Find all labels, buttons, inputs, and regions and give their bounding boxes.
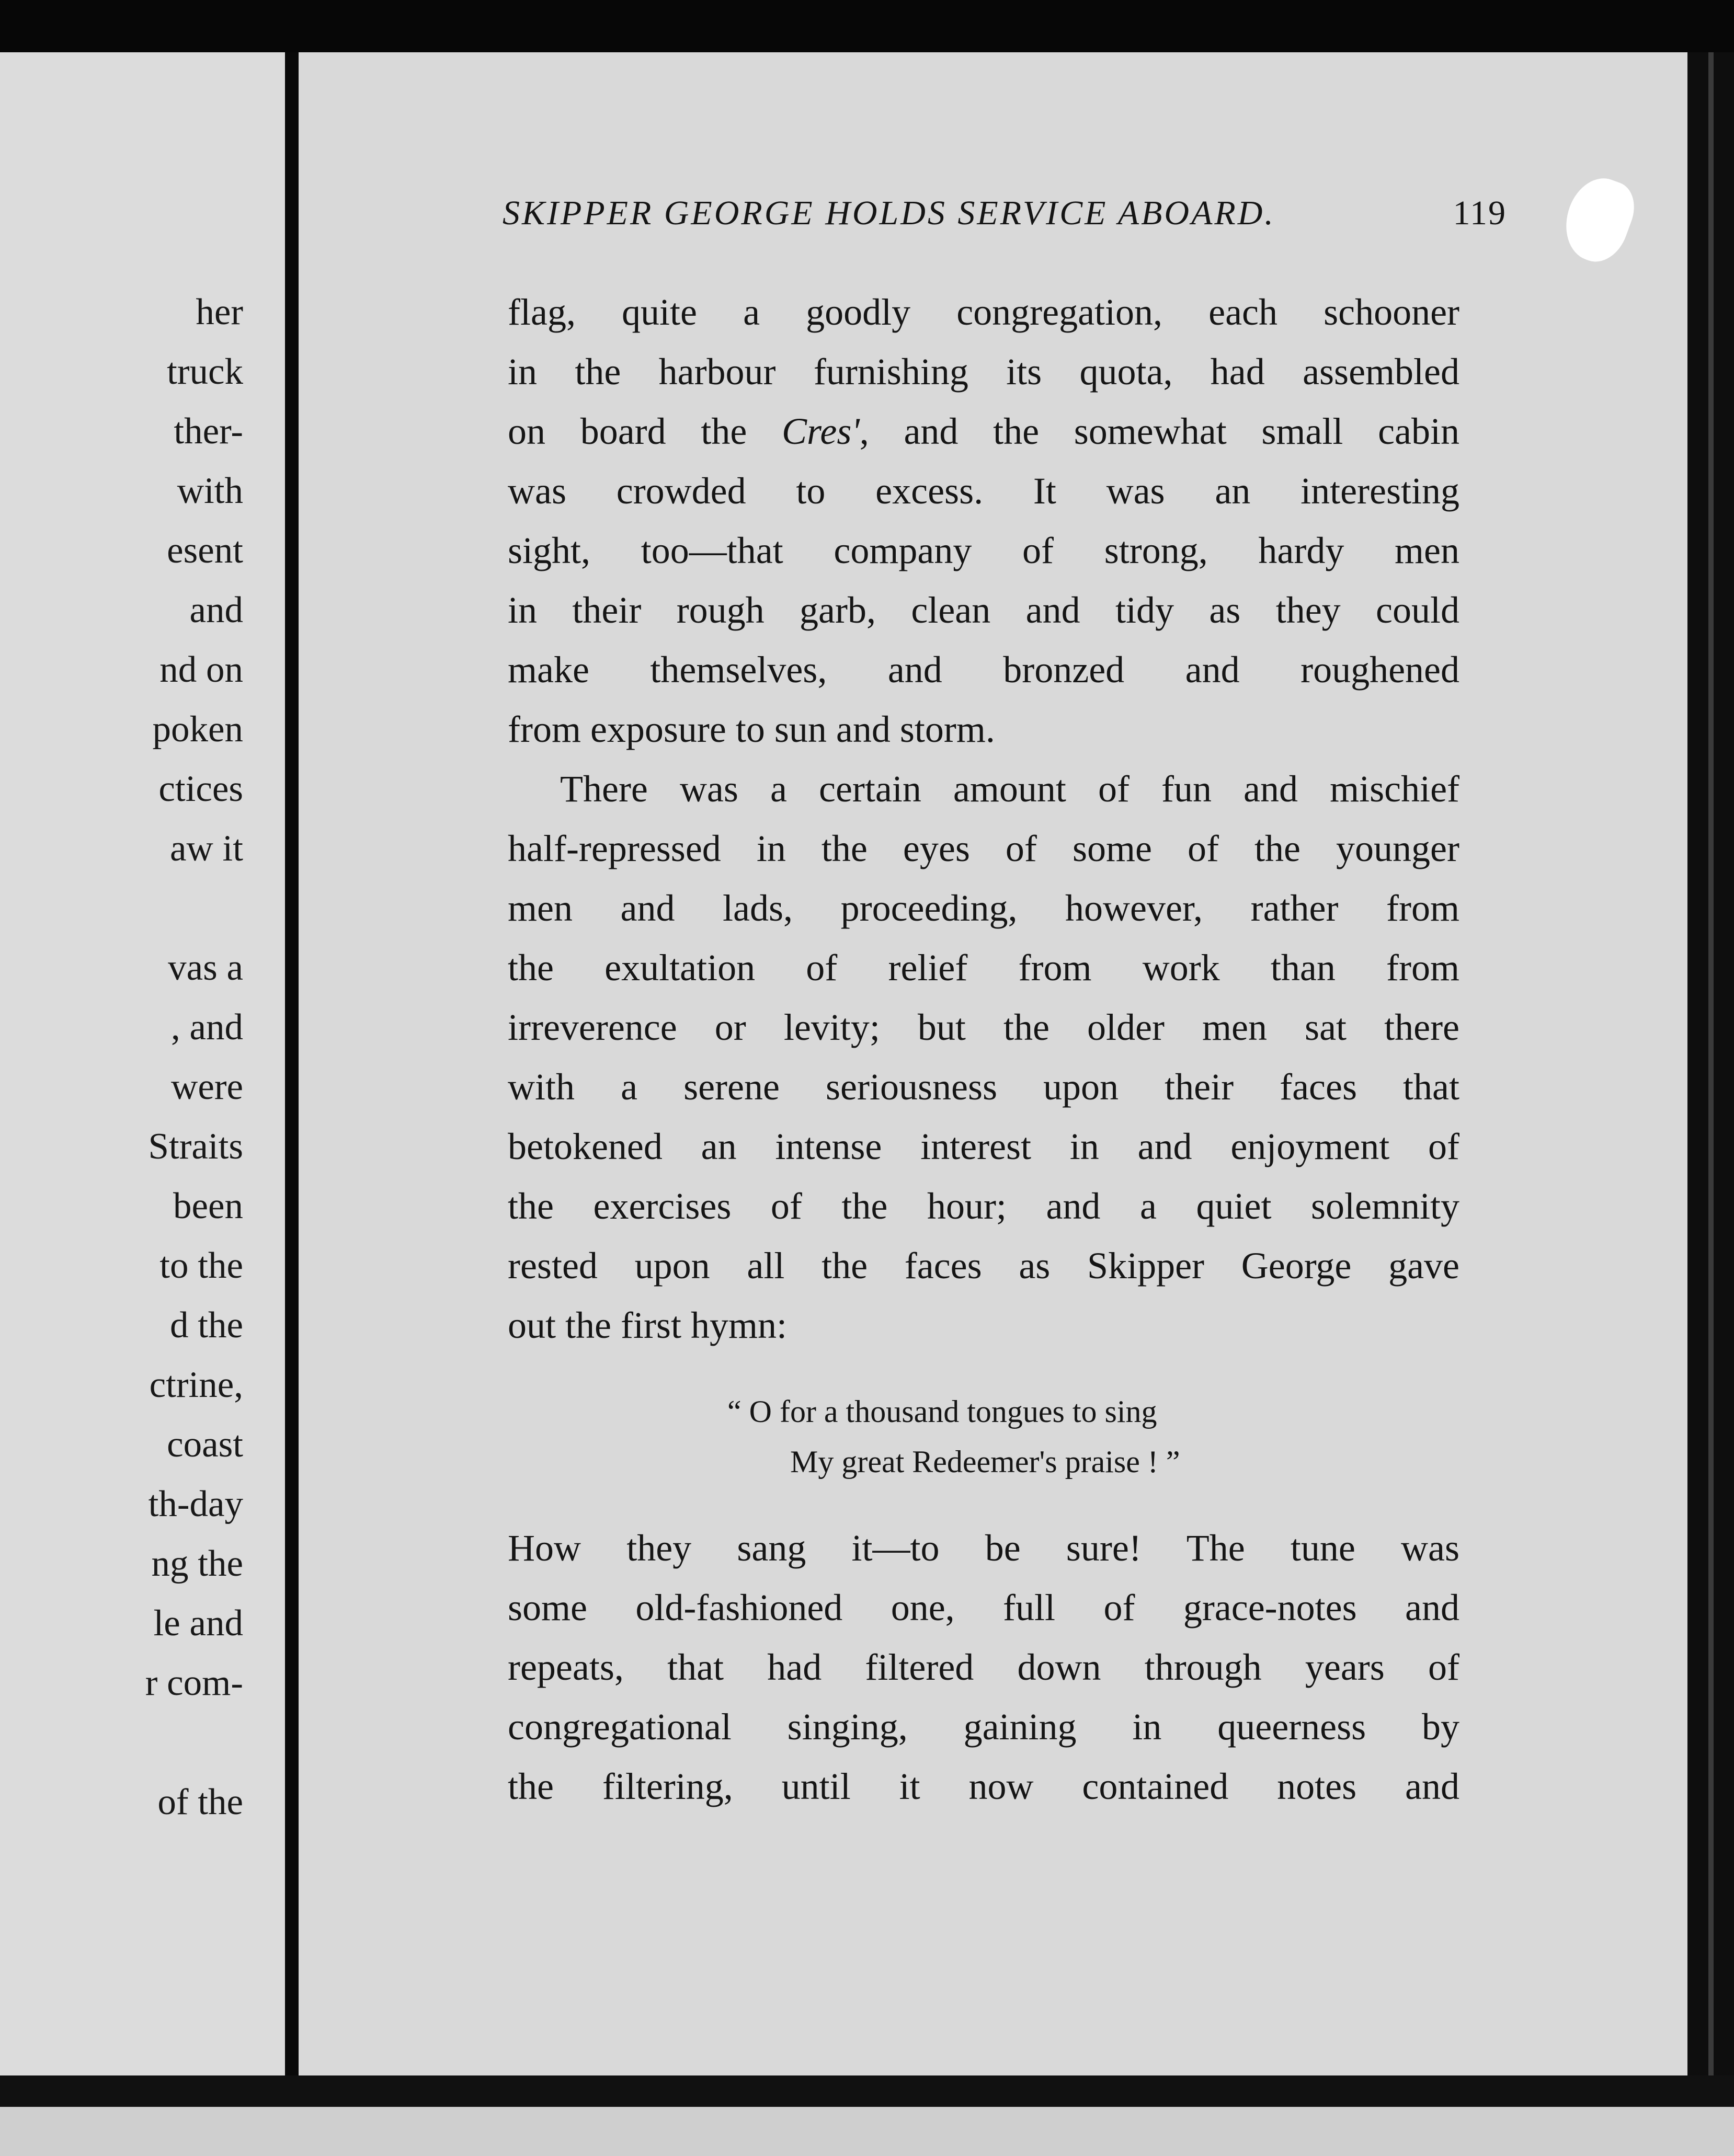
paragraph-3-line: repeats, that had filtered down through years of xyxy=(508,1646,1459,1688)
text-fragment: nd on xyxy=(159,649,243,690)
text-fragment: aw it xyxy=(170,828,243,869)
text-fragment: vas a xyxy=(168,947,243,988)
paragraph-2-line: irreverence or levity; but the older men sat there xyxy=(508,1006,1459,1048)
paragraph-3-line: the filtering, until it now contained notes and xyxy=(508,1765,1459,1807)
right-page xyxy=(299,52,1687,2075)
scan-bottom-strip xyxy=(0,2107,1734,2156)
text-fragment: been xyxy=(173,1186,243,1226)
paragraph-1-line: in the harbour furnishing its quota, had assembled xyxy=(508,351,1459,393)
hymn-quotation xyxy=(727,1386,1459,1487)
scan-edge-line xyxy=(1708,52,1714,2075)
text-fragment: ther- xyxy=(174,411,243,452)
ship-name-italic: Cres' xyxy=(782,410,860,452)
scan-right-border xyxy=(1687,52,1734,2075)
left-page xyxy=(0,52,285,2075)
running-head xyxy=(503,193,1507,233)
text-fragment: ctrine, xyxy=(149,1364,243,1405)
paragraph-2-line: the exercises of the hour; and a quiet solemnity xyxy=(508,1185,1459,1227)
text-fragment: d the xyxy=(170,1305,243,1346)
line-text: on board the xyxy=(508,410,782,452)
paragraph-3-line: How they sang it—to be sure! The tune was xyxy=(508,1527,1459,1569)
scan-top-border xyxy=(0,0,1734,52)
paragraph-2-line: betokened an intense interest in and enjoyment of xyxy=(508,1126,1459,1167)
paragraph-2-line: the exultation of relief from work than from xyxy=(508,947,1459,989)
hymn-line: “ O for a thousand tongues to sing xyxy=(727,1394,1157,1429)
book-gutter xyxy=(285,52,299,2075)
text-fragment: ctices xyxy=(158,769,243,809)
paragraph-2-line: out the first hymn: xyxy=(508,1304,787,1346)
paragraph-3-line: congregational singing, gaining in queerness by xyxy=(508,1706,1459,1748)
text-fragment: esent xyxy=(167,530,243,571)
text-fragment: of the xyxy=(157,1782,243,1822)
paragraph-3-line: some old-fashioned one, full of grace-notes and xyxy=(508,1587,1459,1629)
paragraph-1-line: flag, quite a goodly congregation, each schooner xyxy=(508,291,1459,333)
text-fragment: with xyxy=(177,471,243,511)
hymn-line: My great Redeemer's praise ! ” xyxy=(790,1444,1180,1479)
paragraph-1-line: make themselves, and bronzed and roughened xyxy=(508,649,1459,691)
text-fragment: r com- xyxy=(145,1662,243,1703)
text-fragment: le and xyxy=(153,1603,243,1644)
paragraph-1-line: was crowded to excess. It was an interesting xyxy=(508,470,1459,512)
text-fragment: were xyxy=(171,1066,243,1107)
paragraph-1-line xyxy=(508,402,1459,461)
line-text: , and the somewhat small cabin xyxy=(859,410,1459,452)
text-fragment: , and xyxy=(170,1007,243,1048)
text-fragment: th-day xyxy=(148,1484,243,1524)
paragraph-1-line: in their rough garb, clean and tidy as they could xyxy=(508,589,1459,631)
text-fragment: truck xyxy=(167,351,243,392)
page-number: 119 xyxy=(1453,194,1507,232)
text-fragment: poken xyxy=(152,709,243,750)
paragraph-1-line: sight, too—that company of strong, hardy men xyxy=(508,530,1459,571)
text-fragment: and xyxy=(189,590,243,630)
text-fragment: to the xyxy=(159,1245,243,1286)
body-text xyxy=(508,282,1459,1816)
left-page-text-fragments xyxy=(145,282,243,1832)
running-head-title: SKIPPER GEORGE HOLDS SERVICE ABOARD. xyxy=(503,194,1275,232)
paragraph-2-line: There was a certain amount of fun and mischief xyxy=(560,768,1459,810)
text-fragment: her xyxy=(196,292,243,332)
paragraph-2-line: with a serene seriousness upon their faces that xyxy=(508,1066,1459,1108)
paper-blemish xyxy=(1555,169,1642,269)
paragraph-1-line: from exposure to sun and storm. xyxy=(508,708,995,750)
paragraph-2-line: rested upon all the faces as Skipper George gave xyxy=(508,1245,1459,1287)
paragraph-2-line: men and lads, proceeding, however, rather from xyxy=(508,887,1459,929)
text-fragment: coast xyxy=(167,1424,243,1465)
text-fragment: ng the xyxy=(151,1543,243,1584)
paragraph-2-line: half-repressed in the eyes of some of the younger xyxy=(508,828,1459,869)
text-fragment: Straits xyxy=(148,1126,243,1167)
